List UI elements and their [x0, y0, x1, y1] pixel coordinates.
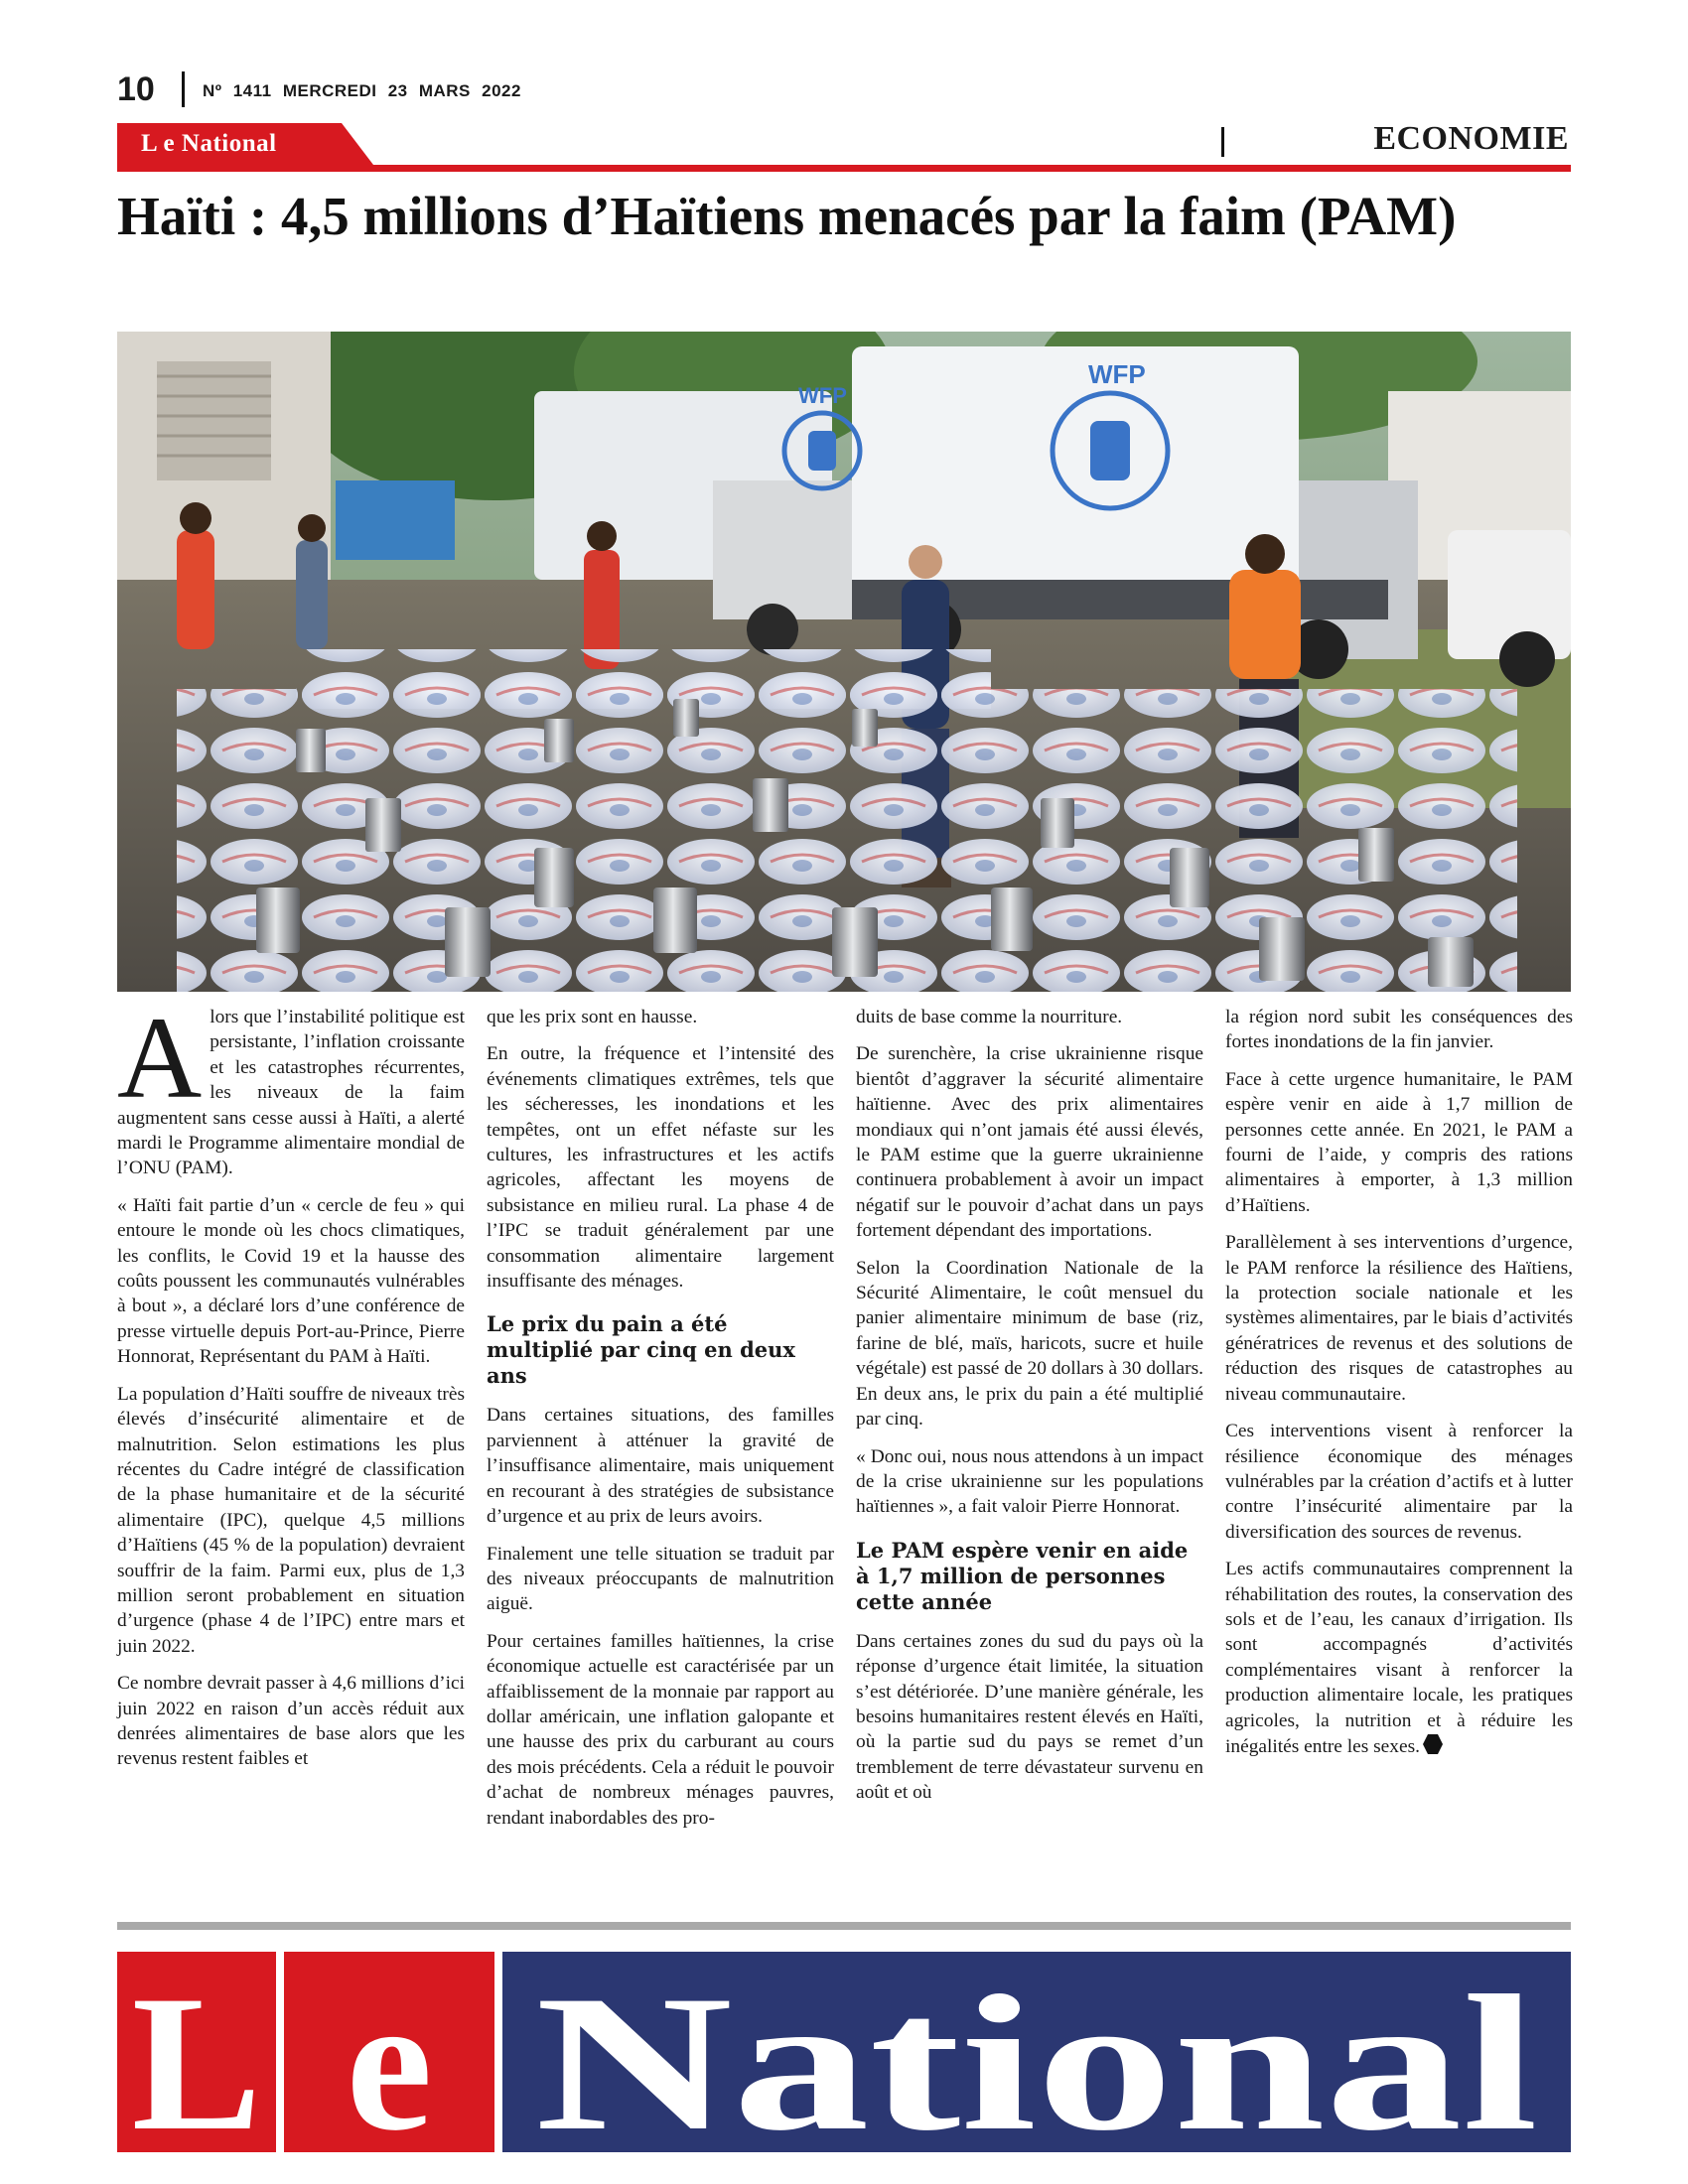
- logo-letter-l: L: [131, 1956, 262, 2152]
- article-paragraph: la région nord subit les conséquences des fortes inondations de la fin janvier.: [1225, 1007, 1573, 1053]
- article-paragraph: De surenchère, la crise ukrainienne risque bientôt d’aggraver la sécurité alimentaire haïtienne. Avec des prix alimentaires mondiaux qui n’ont jamais été aussi élevés, le PAM estime que la guerre ukrainienne continuera probablement à avoir un impact négatif sur le pouvoir d’achat dans un pays fortement dépendant des importations.: [856, 1043, 1203, 1242]
- section-name: ECONOMIE: [1373, 120, 1569, 157]
- end-mark-icon: [1422, 1733, 1444, 1755]
- article-paragraph: Dans certaines zones du sud du pays où la réponse d’urgence était limitée, la situation s’est détériorée. D’une manière générale, les besoins humanitaires restent élevés en Haïti, où la partie sud du pays se remet d’un tremblement de terre dévastateur survenu en août et où: [856, 1630, 1203, 1804]
- article-column-2: [487, 1005, 834, 1843]
- article-paragraph: Finalement une telle situation se traduit par des niveaux préoccupants de malnutrition aiguë.: [487, 1543, 834, 1615]
- brand-tab-label: L e National: [141, 130, 277, 157]
- article-paragraph: Pour certaines familles haïtiennes, la crise économique actuelle est caractérisée par un affaiblissement de la monnaie par rapport au dollar américain, une inflation galopante et une hausse des prix du carburant au cours des mois précédents. Cela a réduit le pouvoir d’achat de nombreux ménages pauvres, rendant inabordables des pro-: [487, 1630, 834, 1829]
- closing-text: Les actifs communautaires comprennent la réhabilitation des routes, la conservation des sols et de l’eau, les canaux d’irrigation. Ils sont accompagnés d’activités complémentaires visant à renforcer la production alimentaire locale, les pratiques agricoles, la nutrition et à réduire les inégalités entre les sexes.: [1225, 1559, 1573, 1757]
- article-column-3: [856, 1005, 1203, 1818]
- logo-letter-e: e: [346, 1956, 433, 2152]
- article-paragraph: Selon la Coordination Nationale de la Sécurité Alimentaire, le coût mensuel du panier alimentaire minimum de base (riz, farine de blé, maïs, haricots, sucre et huile végétale) est passé de 20 dollars à 30 dollars. En deux ans, le prix du pain a été multiplié par cinq.: [856, 1257, 1203, 1431]
- article-column-1: [117, 993, 465, 1784]
- header-separator: [182, 71, 185, 107]
- article-photo: [117, 332, 1571, 992]
- drop-cap: A: [117, 993, 203, 1123]
- page-number: 10: [117, 70, 155, 108]
- article-paragraph: Ces interventions visent à renforcer la résilience économique des ménages vulnérables par la création d’actifs et à lutter contre l’insécurité alimentaire par la diversification des sources de revenus.: [1225, 1421, 1573, 1543]
- le-national-logo: [117, 1952, 1571, 2152]
- lead-text: lors que l’instabilité politique est persistante, l’inflation croissante et les catastrophes récurrentes, les niveaux de la faim augmentent sans cesse aussi à Haïti, a alerté mardi le Programme alimentaire mondial de l’ONU (PAM).: [117, 1007, 465, 1179]
- article-paragraph: En outre, la fréquence et l’intensité des événements climatiques extrêmes, tels que les sécheresses, les inondations et les tempêtes, ont un effet néfaste sur les cultures, les infrastructures et les actifs agricoles, affectant les moyens de subsistance en milieu rural. La phase 4 de l’IPC se traduit généralement par une consommation alimentaire largement insuffisante des ménages.: [487, 1043, 834, 1293]
- article-paragraph: Face à cette urgence humanitaire, le PAM espère venir en aide à 1,7 million de personnes cette année. En 2021, le PAM a fourni de l’aide, y compris des rations alimentaires à emporter, à 1,3 million d’Haïtiens.: [1225, 1068, 1573, 1216]
- subheading: Le PAM espère venir en aide à 1,7 million de personnes cette année: [856, 1537, 1189, 1614]
- article-column-4: [1225, 1005, 1573, 1771]
- article-paragraph: « Donc oui, nous nous attendons à un impact de la crise ukrainienne sur les populations haïtiennes », a fait valoir Pierre Honnorat.: [856, 1445, 1203, 1518]
- section-separator: [1221, 127, 1224, 157]
- article-paragraph: Dans certaines situations, des familles parviennent à atténuer la gravité de l’insuffisance alimentaire, mais uniquement en recourant à des stratégies de subsistance d’urgence et au prix de leurs avoirs.: [487, 1405, 834, 1528]
- subheading: Le prix du pain a été multiplié par cinq en deux ans: [487, 1311, 795, 1389]
- article-paragraph: Parallèlement à ses interventions d’urgence, le PAM renforce la résilience des Haïtiens, la protection sociale nationale et les systèmes alimentaires, par le biais d’activités génératrices de revenus et des solutions de réduction des risques de catastrophes au niveau communautaire.: [1225, 1232, 1573, 1405]
- article-paragraph: duits de base comme la nourriture.: [856, 1007, 1123, 1027]
- article-paragraph: La population d’Haïti souffre de niveaux très élevés d’insécurité alimentaire et de malnutrition. Selon estimations les plus récentes du Cadre intégré de classification de la phase humanitaire et de la sécurité alimentaire (IPC), quelque 4,5 millions d’Haïtiens (45 % de la population) devraient souffrir de la faim. Parmi eux, plus de 1,3 million seront probablement en situation d’urgence (phase 4 de l’IPC) entre mars et juin 2022.: [117, 1383, 465, 1657]
- article-paragraph: que les prix sont en hausse.: [487, 1007, 698, 1027]
- article-paragraph: [1225, 1557, 1573, 1759]
- article-paragraph: [117, 993, 465, 1181]
- logo-word-national: National: [535, 1956, 1538, 2152]
- photo-wfp-label-2: WFP: [1088, 359, 1146, 389]
- article-title: Haïti : 4,5 millions d’Haïtiens menacés par la faim (PAM): [117, 186, 1457, 246]
- issue-meta: Nº 1411 MERCREDI 23 MARS 2022: [203, 81, 521, 100]
- footer-logo-banner: [117, 1952, 1571, 2152]
- brand-tab: [117, 123, 373, 165]
- article-paragraph: Ce nombre devrait passer à 4,6 millions d’ici juin 2022 en raison d’un accès réduit aux denrées alimentaires de base alors que les revenus restent faibles et: [117, 1673, 465, 1770]
- header-red-rule: [117, 165, 1571, 172]
- photo-wfp-label-1: WFP: [798, 383, 847, 408]
- footer-rule: [117, 1922, 1571, 1930]
- article-paragraph: « Haïti fait partie d’un « cercle de feu » qui entoure le monde où les chocs climatiques, les conflits, le Covid 19 et la hausse des coûts poussent les communautés vulnérables à bout », a déclaré lors d’une conférence de presse virtuelle depuis Port-au-Prince, Pierre Honnorat, Représentant du PAM à Haïti.: [117, 1194, 465, 1368]
- photo-illustration: [117, 332, 1571, 992]
